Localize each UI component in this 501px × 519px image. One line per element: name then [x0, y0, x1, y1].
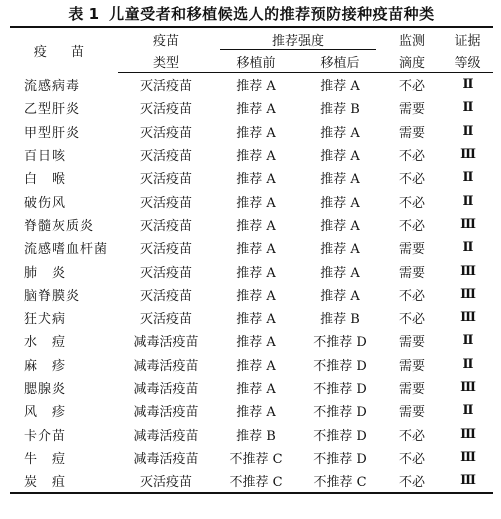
cell-post-transplant: 不推荐 D — [313, 335, 367, 351]
cell-post-transplant: 不推荐 D — [313, 405, 367, 421]
cell-type: 灭活疫苗 — [139, 265, 192, 281]
table-body — [10, 73, 493, 494]
cell-monitor-titer: 需要 — [399, 358, 426, 374]
cell-monitor-titer: 需要 — [399, 265, 426, 281]
cell-pre-transplant: 推荐 A — [236, 79, 276, 95]
cell-vaccine: 乙型肝炎 — [24, 102, 81, 118]
table-row — [10, 259, 493, 282]
cell-evidence-level: Ⅱ — [462, 356, 473, 372]
cell-type: 减毒活疫苗 — [133, 382, 199, 397]
cell-monitor-titer: 不必 — [399, 451, 426, 467]
cell-post-transplant: 推荐 A — [320, 79, 360, 95]
cell-monitor-titer: 不必 — [399, 195, 426, 211]
cell-pre-transplant: 推荐 A — [236, 242, 276, 258]
table-row — [10, 166, 493, 189]
cell-pre-transplant: 推荐 A — [236, 358, 276, 374]
cell-type: 灭活疫苗 — [139, 242, 192, 258]
cell-monitor-titer: 不必 — [382, 469, 442, 493]
table-header — [10, 27, 493, 73]
cell-post-transplant: 推荐 B — [320, 312, 360, 328]
cell-type: 灭活疫苗 — [139, 288, 192, 304]
cell-monitor-titer: 不必 — [399, 428, 426, 444]
header-pre: 移植前 — [214, 50, 298, 73]
cell-monitor-titer: 需要 — [399, 242, 426, 258]
cell-monitor-titer: 需要 — [399, 102, 426, 118]
table-row — [10, 189, 493, 212]
cell-monitor-titer: 不必 — [399, 149, 426, 165]
cell-type: 减毒活疫苗 — [133, 358, 199, 374]
cell-post-transplant: 推荐 A — [320, 218, 360, 234]
cell-post-transplant: 推荐 A — [320, 125, 360, 141]
cell-pre-transplant: 推荐 A — [236, 195, 276, 211]
cell-vaccine: 白 喉 — [24, 172, 67, 188]
cell-post-transplant: 推荐 A — [320, 172, 360, 188]
cell-vaccine: 流感病毒 — [24, 78, 81, 94]
table-row — [10, 143, 493, 166]
cell-vaccine: 腮腺炎 — [24, 382, 67, 397]
header-type-line2: 类型 — [118, 50, 214, 73]
table-row — [10, 376, 493, 399]
cell-evidence-level: Ⅲ — [460, 263, 475, 279]
header-monitor-line2: 滴度 — [382, 50, 442, 73]
cell-vaccine: 麻 疹 — [24, 358, 67, 374]
cell-pre-transplant: 推荐 A — [236, 102, 276, 118]
cell-post-transplant: 不推荐 D — [313, 451, 367, 467]
cell-type: 减毒活疫苗 — [133, 428, 199, 444]
cell-vaccine: 水 痘 — [24, 335, 67, 351]
cell-pre-transplant: 推荐 A — [236, 382, 276, 397]
cell-monitor-titer: 需要 — [399, 405, 426, 421]
cell-type: 灭活疫苗 — [118, 469, 214, 493]
cell-type: 灭活疫苗 — [139, 195, 192, 211]
cell-evidence-level: Ⅱ — [462, 403, 473, 419]
cell-type: 灭活疫苗 — [139, 125, 192, 141]
header-evidence-line1: 证据 — [442, 27, 493, 50]
table-row — [10, 96, 493, 119]
cell-evidence-level: Ⅲ — [460, 449, 475, 465]
cell-post-transplant: 推荐 A — [320, 195, 360, 211]
cell-type: 灭活疫苗 — [139, 218, 192, 234]
cell-monitor-titer: 需要 — [399, 382, 426, 397]
cell-monitor-titer: 不必 — [399, 312, 426, 328]
table-row — [10, 446, 493, 469]
cell-evidence-level: Ⅱ — [462, 193, 473, 209]
cell-evidence-level: Ⅱ — [462, 100, 473, 116]
cell-type: 灭活疫苗 — [139, 172, 192, 188]
table-row — [10, 213, 493, 236]
cell-pre-transplant: 推荐 A — [236, 172, 276, 188]
header-type-line1: 疫苗 — [118, 27, 214, 50]
cell-vaccine: 脑脊膜炎 — [24, 288, 81, 304]
cell-pre-transplant: 推荐 A — [236, 405, 276, 421]
cell-evidence-level: Ⅱ — [462, 240, 473, 256]
table-title: 儿童受者和移植候选人的推荐预防接种疫苗种类 — [109, 5, 435, 23]
cell-type: 减毒活疫苗 — [133, 405, 199, 421]
cell-monitor-titer: 不必 — [399, 79, 426, 95]
cell-post-transplant: 推荐 A — [320, 149, 360, 165]
cell-vaccine: 卡介苗 — [24, 428, 67, 444]
cell-type: 灭活疫苗 — [139, 312, 192, 328]
cell-post-transplant: 推荐 A — [320, 242, 360, 258]
cell-vaccine: 流感嗜血杆菌 — [24, 242, 109, 258]
table-row — [10, 399, 493, 422]
cell-vaccine: 百日咳 — [24, 149, 67, 165]
header-vaccine: 疫 苗 — [10, 27, 118, 73]
cell-pre-transplant: 推荐 A — [236, 265, 276, 281]
cell-post-transplant: 不推荐 D — [313, 428, 367, 444]
cell-evidence-level: Ⅲ — [442, 469, 493, 493]
cell-evidence-level: Ⅱ — [462, 333, 473, 349]
cell-post-transplant: 不推荐 D — [313, 358, 367, 374]
cell-evidence-level: Ⅱ — [462, 77, 473, 93]
cell-pre-transplant: 推荐 A — [236, 218, 276, 234]
cell-vaccine: 甲型肝炎 — [24, 125, 81, 141]
cell-monitor-titer: 不必 — [399, 218, 426, 234]
cell-monitor-titer: 不必 — [399, 172, 426, 188]
cell-pre-transplant: 推荐 A — [236, 149, 276, 165]
table-row — [10, 422, 493, 445]
cell-type: 减毒活疫苗 — [133, 451, 199, 467]
cell-evidence-level: Ⅱ — [462, 123, 473, 139]
cell-monitor-titer: 不必 — [399, 288, 426, 304]
cell-pre-transplant: 推荐 A — [236, 335, 276, 351]
header-monitor-line1: 监测 — [382, 27, 442, 50]
header-post: 移植后 — [298, 50, 382, 73]
cell-pre-transplant: 推荐 A — [236, 288, 276, 304]
table-row — [10, 329, 493, 352]
cell-type: 灭活疫苗 — [139, 149, 192, 165]
vaccine-table — [10, 26, 493, 494]
table-number: 表 1 — [68, 5, 100, 23]
table-row — [10, 120, 493, 143]
header-evidence-line2: 等级 — [442, 50, 493, 73]
cell-evidence-level: Ⅲ — [460, 310, 475, 326]
cell-evidence-level: Ⅲ — [460, 380, 475, 395]
cell-pre-transplant: 不推荐 C — [229, 451, 283, 467]
table-row — [10, 353, 493, 376]
cell-monitor-titer: 需要 — [399, 335, 426, 351]
table-row — [10, 283, 493, 306]
table-caption — [10, 4, 493, 26]
cell-vaccine: 牛 痘 — [24, 451, 67, 467]
header-strength: 推荐强度 — [214, 27, 382, 50]
cell-post-transplant: 不推荐 C — [298, 469, 382, 493]
cell-type: 灭活疫苗 — [139, 102, 192, 118]
table-row — [10, 73, 493, 97]
cell-pre-transplant: 推荐 B — [236, 428, 276, 444]
cell-post-transplant: 推荐 A — [320, 288, 360, 304]
table-row — [10, 469, 493, 493]
cell-type: 灭活疫苗 — [139, 79, 192, 95]
cell-vaccine: 破伤风 — [24, 195, 67, 211]
cell-post-transplant: 不推荐 D — [313, 382, 367, 397]
cell-pre-transplant: 推荐 A — [236, 125, 276, 141]
cell-type: 减毒活疫苗 — [133, 335, 199, 351]
cell-vaccine: 脊髓灰质炎 — [24, 218, 95, 234]
cell-post-transplant: 推荐 A — [320, 265, 360, 281]
cell-evidence-level: Ⅲ — [460, 286, 475, 302]
cell-pre-transplant: 不推荐 C — [214, 469, 298, 493]
cell-evidence-level: Ⅱ — [462, 170, 473, 186]
cell-evidence-level: Ⅲ — [460, 426, 475, 442]
table-row — [10, 236, 493, 259]
table-row — [10, 306, 493, 329]
cell-vaccine: 肺 炎 — [24, 265, 67, 281]
cell-evidence-level: Ⅲ — [460, 147, 475, 163]
cell-post-transplant: 推荐 B — [320, 102, 360, 118]
cell-vaccine: 炭 疽 — [10, 469, 118, 493]
cell-vaccine: 风 疹 — [24, 405, 67, 421]
cell-evidence-level: Ⅲ — [460, 216, 475, 232]
cell-vaccine: 狂犬病 — [24, 312, 67, 328]
cell-monitor-titer: 需要 — [399, 125, 426, 141]
cell-pre-transplant: 推荐 A — [236, 312, 276, 328]
